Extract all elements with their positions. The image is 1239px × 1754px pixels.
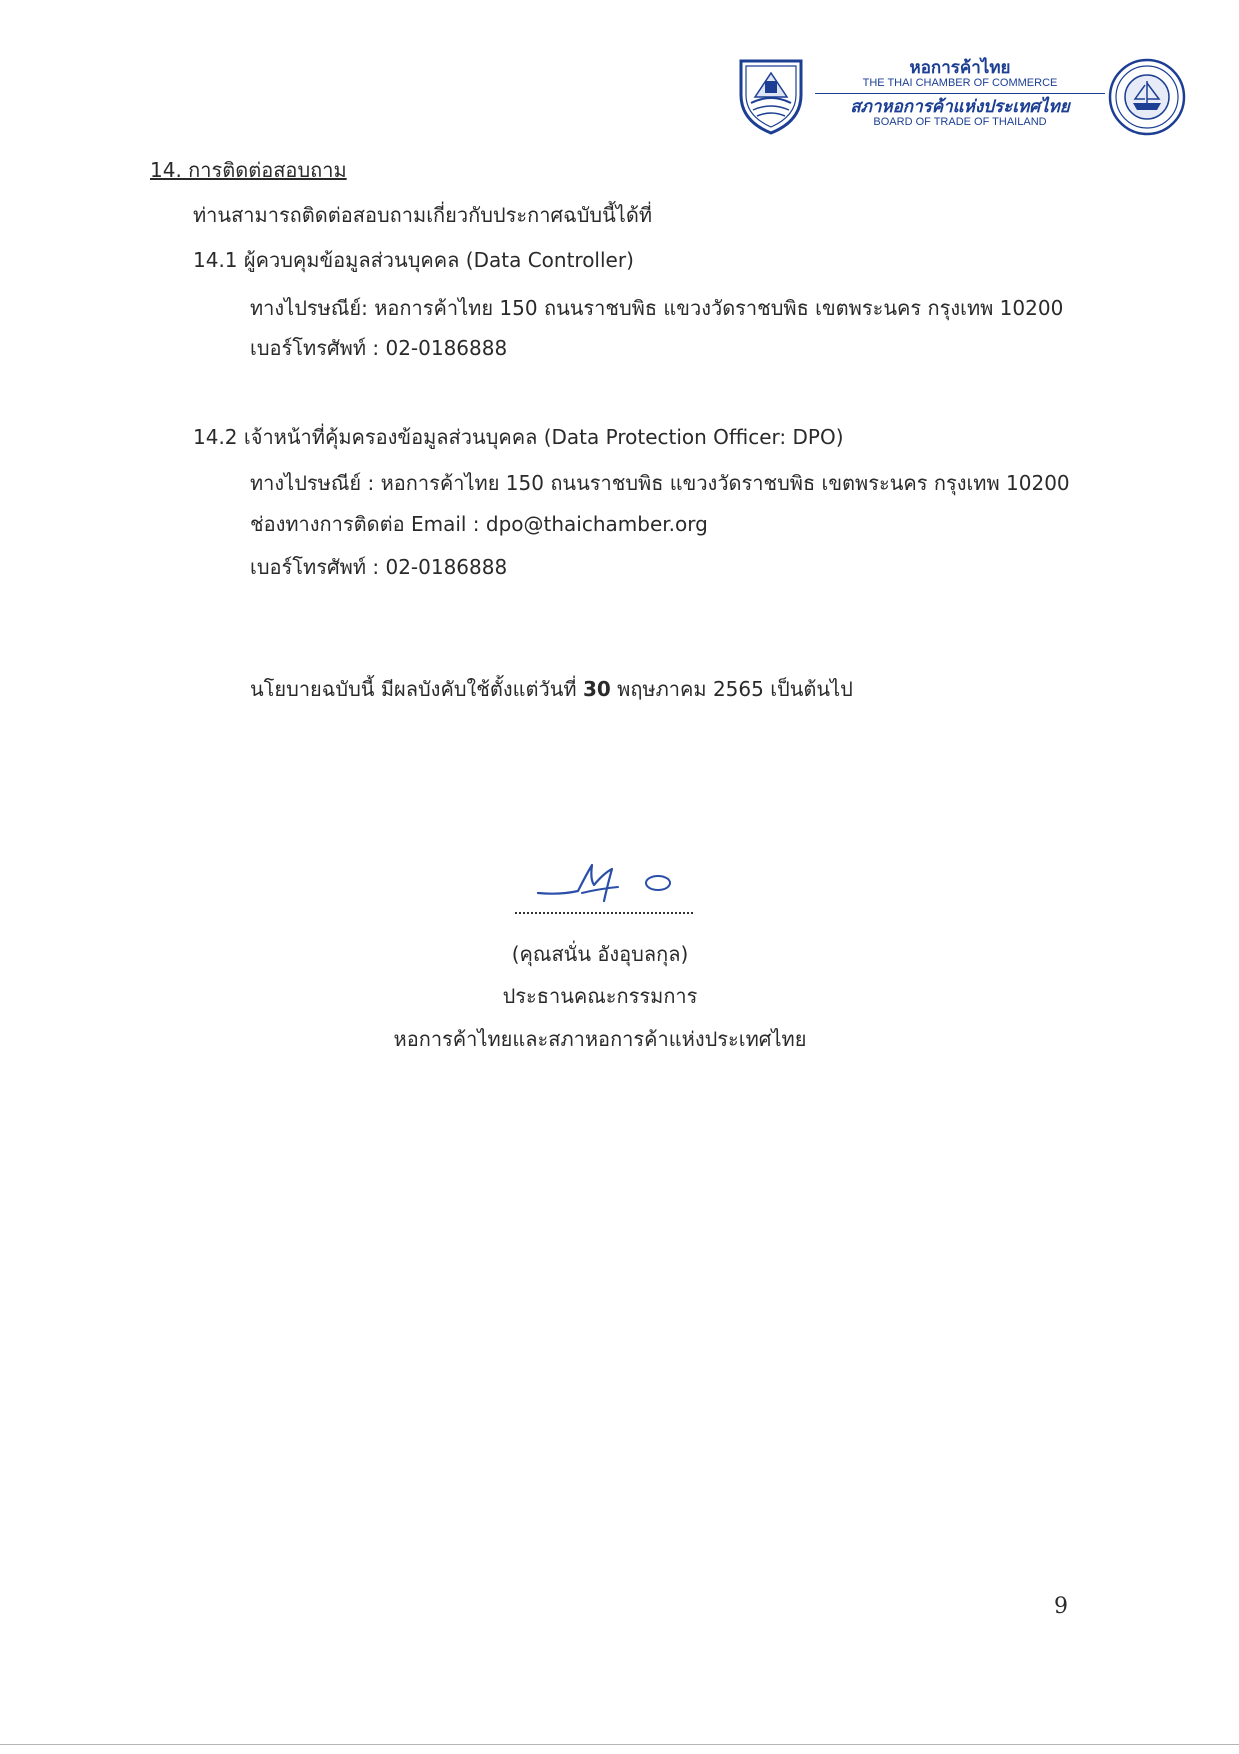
page-bottom-edge [0,1744,1239,1745]
chamber-crest-icon [735,55,807,137]
controller-phone: เบอร์โทรศัพท์ : 02-0186888 [250,336,508,360]
chamber-thai-name: หอการค้าไทย [909,58,1011,77]
effective-suffix: พฤษภาคม 2565 เป็นต้นไป [610,677,853,701]
effective-day: 30 [582,677,611,701]
controller-address: ทางไปรษณีย์: หอการค้าไทย 150 ถนนราชบพิธ แขวงวัดราชบพิธ เขตพระนคร กรุงเทพ 10200 [250,296,1064,320]
letterhead-divider [815,93,1105,94]
signatory-position: ประธานคณะกรรมการ [502,984,698,1008]
signature-mark [520,855,690,915]
board-seal-icon [1107,57,1187,137]
letterhead-text [815,59,1105,129]
section-intro: ท่านสามารถติดต่อสอบถามเกี่ยวกับประกาศฉบับนี้ได้ที่ [193,203,653,227]
page-number: 9 [1054,1594,1068,1619]
board-thai-name: สภาหอการค้าแห่งประเทศไทย [850,97,1070,116]
dpo-phone: เบอร์โทรศัพท์ : 02-0186888 [250,555,508,579]
effective-prefix: นโยบายฉบับนี้ มีผลบังคับใช้ตั้งแต่วันที่ [250,677,583,701]
letterhead [735,55,1190,145]
dpo-address: ทางไปรษณีย์ : หอการค้าไทย 150 ถนนราชบพิธ แขวงวัดราชบพิธ เขตพระนคร กรุงเทพ 10200 [250,471,1070,495]
board-english-name: BOARD OF TRADE OF THAILAND [873,116,1047,128]
signatory-name: (คุณสนั่น อังอุบลกุล) [511,942,689,966]
signature-line [515,912,693,914]
effective-date-line [250,677,853,701]
chamber-english-name: THE THAI CHAMBER OF COMMERCE [862,77,1058,89]
section-title: 14. การติดต่อสอบถาม [150,158,347,182]
dpo-email: ช่องทางการติดต่อ Email : dpo@thaichamber.org [250,512,708,536]
controller-heading: 14.1 ผู้ควบคุมข้อมูลส่วนบุคคล (Data Controller) [193,248,634,272]
signatory-organization: หอการค้าไทยและสภาหอการค้าแห่งประเทศไทย [393,1027,807,1051]
dpo-heading: 14.2 เจ้าหน้าที่คุ้มครองข้อมูลส่วนบุคคล (Data Protection Officer: DPO) [193,425,844,449]
